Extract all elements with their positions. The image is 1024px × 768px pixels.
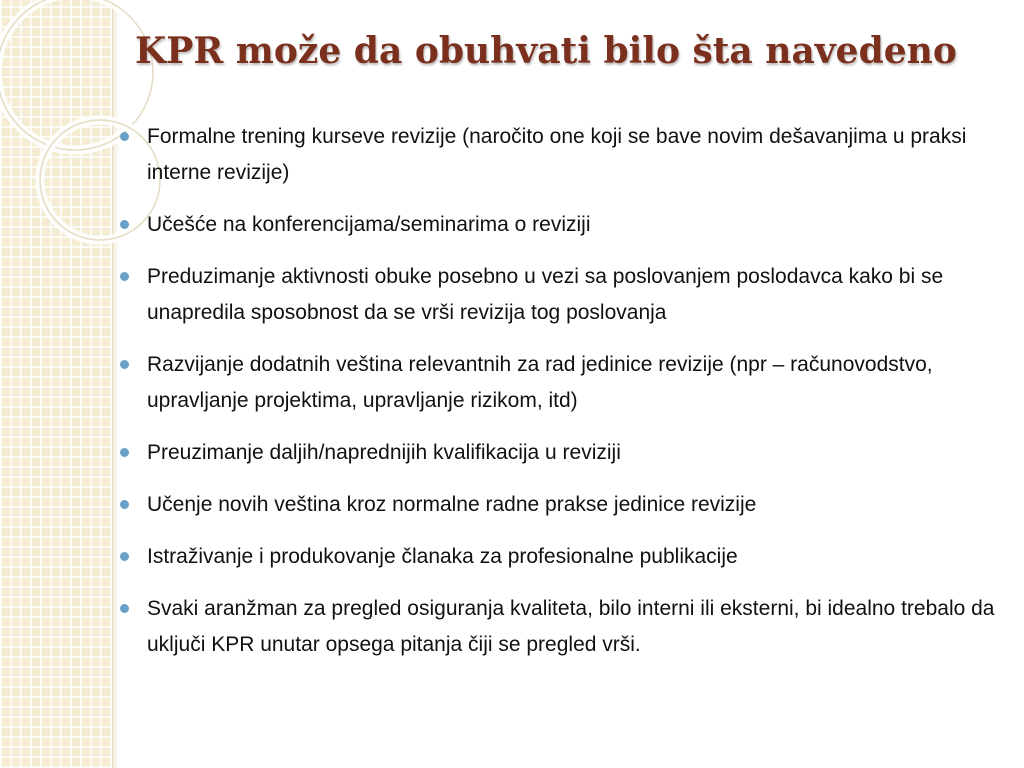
bullet-dot-icon	[120, 448, 129, 457]
bullet-dot-icon	[120, 272, 129, 281]
bullet-dot-icon	[120, 360, 129, 369]
bullet-item	[120, 487, 1015, 523]
bullet-text: Preuzimanje daljih/naprednijih kvalifikacija u reviziji	[147, 441, 621, 464]
bullet-dot-icon	[120, 132, 129, 141]
bullet-item	[120, 119, 1015, 191]
bullet-list	[120, 119, 1015, 679]
bullet-dot-icon	[120, 604, 129, 613]
decorative-grid-band	[0, 0, 113, 768]
band-edge-shadow	[112, 0, 120, 768]
bullet-text: Istraživanje i produkovanje članaka za profesionalne publikacije	[147, 545, 738, 568]
bullet-item	[120, 539, 1015, 575]
bullet-dot-icon	[120, 500, 129, 509]
bullet-item	[120, 591, 1015, 663]
bullet-text: Formalne trening kurseve revizije (naročito one koji se bave novim dešavanjima u praksi interne revizije)	[147, 125, 967, 184]
bullet-text: Svaki aranžman za pregled osiguranja kvaliteta, bilo interni ili eksterni, bi idealno trebalo da uključi KPR unutar opsega pitanja čiji se pregled vrši.	[147, 597, 995, 656]
bullet-dot-icon	[120, 220, 129, 229]
bullet-dot-icon	[120, 552, 129, 561]
bullet-text: Razvijanje dodatnih veština relevantnih za rad jedinice revizije (npr – računovodstvo, upravljanje projektima, upravljanje rizikom, itd)	[147, 353, 933, 412]
bullet-text: Učenje novih veština kroz normalne radne prakse jedinice revizije	[147, 493, 757, 516]
bullet-item	[120, 347, 1015, 419]
bullet-text: Preduzimanje aktivnosti obuke posebno u vezi sa poslovanjem poslodavca kako bi se unapredila sposobnost da se vrši revizija tog poslovanja	[147, 265, 944, 324]
slide-title: KPR može da obuhvati bilo šta navedeno	[135, 30, 957, 72]
bullet-item	[120, 435, 1015, 471]
bullet-item	[120, 207, 1015, 243]
bullet-text: Učešće na konferencijama/seminarima o reviziji	[147, 213, 591, 236]
bullet-item	[120, 259, 1015, 331]
